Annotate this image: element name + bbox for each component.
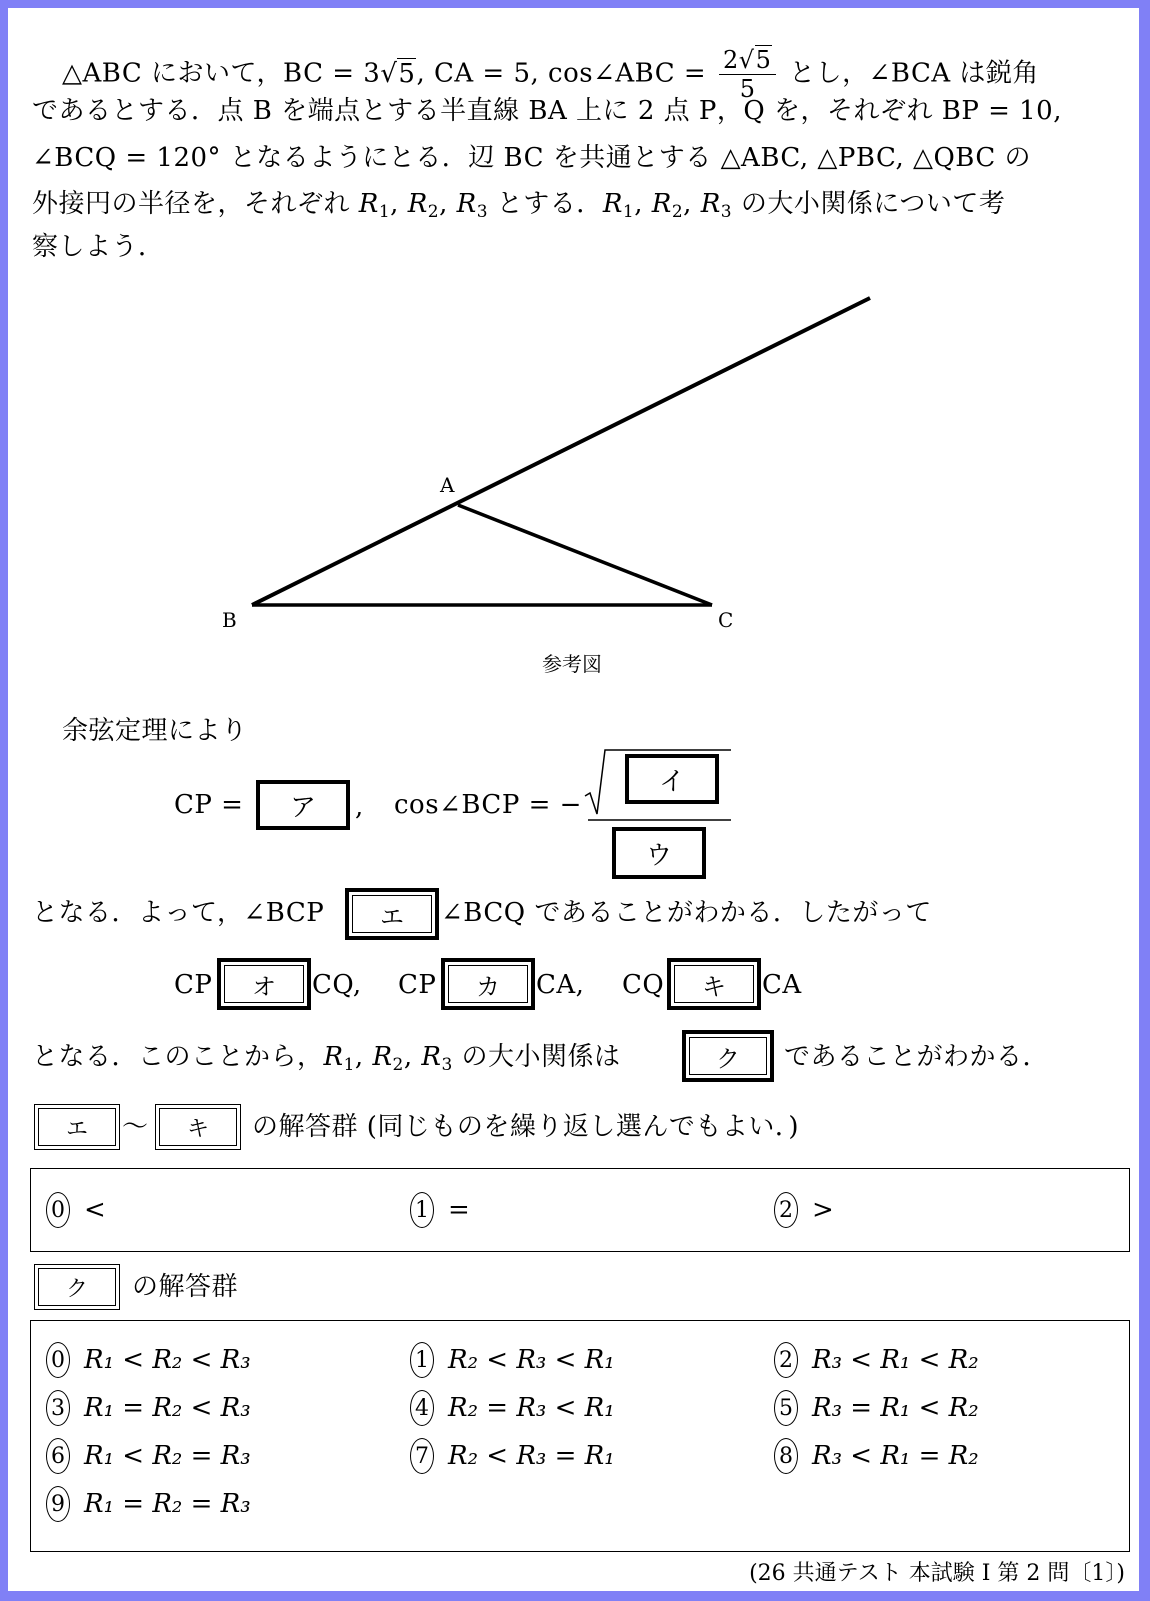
choice-ku-9[interactable] <box>46 1486 251 1522</box>
sqrt-5: √5 <box>380 58 416 89</box>
blank-label: カ <box>448 965 528 1003</box>
choice-eki-0[interactable] <box>46 1192 106 1228</box>
comma: , <box>683 189 701 219</box>
cp-text-2: CP <box>398 970 437 1000</box>
choice-number-oval: 0 <box>46 1192 70 1228</box>
blank-ku[interactable] <box>682 1030 774 1082</box>
subscript: 3 <box>476 202 489 222</box>
header-blank-e <box>34 1104 120 1150</box>
subscript: 2 <box>392 1055 404 1075</box>
subscript: 1 <box>378 202 391 222</box>
deduction-line-1a: となる．よって，∠BCP <box>32 898 325 928</box>
choice-ku-0[interactable] <box>46 1342 251 1378</box>
subscript: 3 <box>441 1055 453 1075</box>
problem-line-2: であるとする．点 B を端点とする半直線 BA 上に 2 点 P，Q を，それぞれ BP = 10, <box>32 96 1062 126</box>
choice-text: R₃ < R₁ = R₂ <box>812 1441 979 1471</box>
figure-caption: 参考図 <box>542 652 602 676</box>
choice-number-oval: 9 <box>46 1486 70 1522</box>
blank-label: オ <box>224 965 304 1003</box>
blank-ki[interactable] <box>667 958 761 1010</box>
blank-a[interactable] <box>256 780 350 830</box>
choice-ku-7[interactable] <box>410 1438 615 1474</box>
problem-page <box>8 8 1139 1591</box>
comma: , <box>390 189 408 219</box>
choice-number-oval: 7 <box>410 1438 434 1474</box>
radicand: 5 <box>755 46 772 74</box>
label-b: B <box>222 608 237 632</box>
blank-label: ク <box>38 1268 116 1306</box>
fraction-denominator: 5 <box>739 75 756 103</box>
fraction-numerator: 2√5 <box>719 48 776 75</box>
choice-text: R₃ = R₁ < R₂ <box>812 1393 979 1423</box>
choice-text: > <box>812 1195 834 1225</box>
choice-text: R₁ < R₂ < R₃ <box>84 1345 251 1375</box>
label-a: A <box>440 473 455 497</box>
cp-text-1: CP <box>174 970 213 1000</box>
choice-number-oval: 2 <box>774 1342 798 1378</box>
var-r: R <box>372 1042 393 1072</box>
choice-text: R₁ = R₂ = R₃ <box>84 1489 251 1519</box>
deduction-line-1b: ∠BCQ であることがわかる．したがって <box>441 898 932 928</box>
choice-ku-5[interactable] <box>774 1390 979 1426</box>
var-r: R <box>323 1042 344 1072</box>
blank-label: キ <box>159 1108 237 1146</box>
choice-eki-1[interactable] <box>410 1192 470 1228</box>
choice-number-oval: 8 <box>774 1438 798 1474</box>
choice-ku-6[interactable] <box>46 1438 251 1474</box>
text-segment: となる．このことから， <box>32 1042 324 1072</box>
ray-ba <box>252 298 870 605</box>
comma: , <box>439 189 457 219</box>
subscript: 2 <box>671 202 684 222</box>
deduction-line-3 <box>32 1042 621 1075</box>
choice-number-oval: 2 <box>774 1192 798 1228</box>
choice-number-oval: 1 <box>410 1342 434 1378</box>
radicand: 5 <box>398 58 416 89</box>
var-r: R <box>456 189 477 219</box>
blank-o[interactable] <box>217 958 311 1010</box>
problem-line-3: ∠BCQ = 120° となるようにとる．辺 BC を共通とする △ABC, △PBC, △QBC の <box>32 143 1032 173</box>
text-segment: , CA = 5, cos∠ABC = <box>416 58 715 89</box>
cq-text-1: CQ, <box>312 970 362 1000</box>
choice-text: R₂ < R₃ < R₁ <box>448 1345 615 1375</box>
coef: 2 <box>722 46 739 74</box>
answer-group-1-header: の解答群 (同じものを繰り返し選んでもよい．) <box>252 1112 800 1142</box>
cosine-law-intro: 余弦定理により <box>62 716 248 746</box>
text-segment: の大小関係は <box>452 1042 621 1072</box>
blank-label: エ <box>38 1108 116 1146</box>
choice-eki-2[interactable] <box>774 1192 834 1228</box>
label-c: C <box>718 608 734 632</box>
var-r: R <box>407 189 428 219</box>
choice-number-oval: 5 <box>774 1390 798 1426</box>
choice-ku-8[interactable] <box>774 1438 979 1474</box>
subscript: 1 <box>343 1055 355 1075</box>
blank-label: イ <box>658 766 685 797</box>
choice-text: = <box>448 1195 470 1225</box>
cp-label: CP = <box>174 790 244 820</box>
cq-text-2: CQ <box>622 970 665 1000</box>
comma: , <box>403 1042 422 1072</box>
blank-label: ア <box>289 792 316 823</box>
ca-text-1: CA, <box>536 970 585 1000</box>
choice-number-oval: 6 <box>46 1438 70 1474</box>
subscript: 3 <box>720 202 733 222</box>
var-r: R <box>700 189 721 219</box>
comma: , <box>354 1042 373 1072</box>
answer-group-1-box <box>30 1168 1130 1252</box>
choice-text: R₁ < R₂ = R₃ <box>84 1441 251 1471</box>
blank-u[interactable] <box>612 827 706 879</box>
text-segment: 外接円の半径を，それぞれ <box>32 189 359 219</box>
header-blank-ku <box>34 1264 120 1310</box>
blank-e[interactable] <box>345 888 439 940</box>
choice-text: R₂ < R₃ = R₁ <box>448 1441 615 1471</box>
comma: , <box>634 189 652 219</box>
blank-ka[interactable] <box>441 958 535 1010</box>
problem-line-5: 察しよう． <box>32 232 165 262</box>
tilde: 〜 <box>122 1112 149 1142</box>
text-segment: とし，∠BCA は鋭角 <box>780 58 1039 89</box>
blank-i[interactable] <box>625 754 719 804</box>
choice-number-oval: 0 <box>46 1342 70 1378</box>
source-footer: (26 共通テスト 本試験 I 第 2 問〔1〕) <box>749 1561 1125 1586</box>
choice-text: R₂ = R₃ < R₁ <box>448 1393 615 1423</box>
choice-ku-1[interactable] <box>410 1342 615 1378</box>
choice-number-oval: 1 <box>410 1192 434 1228</box>
subscript: 1 <box>622 202 635 222</box>
cos-bcp-label: cos∠BCP = − <box>394 790 582 820</box>
blank-label: エ <box>352 895 432 933</box>
subscript: 2 <box>427 202 440 222</box>
blank-label: ク <box>689 1037 767 1075</box>
blank-label: キ <box>674 965 754 1003</box>
segment-ac <box>458 505 712 605</box>
var-r: R <box>651 189 672 219</box>
text-segment: の大小関係について考 <box>732 189 1006 219</box>
choice-text: R₃ < R₁ < R₂ <box>812 1345 979 1375</box>
var-r: R <box>602 189 623 219</box>
var-r: R <box>358 189 379 219</box>
choice-ku-4[interactable] <box>410 1390 615 1426</box>
ca-text-2: CA <box>762 970 802 1000</box>
deduction-line-3c: であることがわかる． <box>784 1042 1050 1072</box>
choice-text: R₁ = R₂ < R₃ <box>84 1393 251 1423</box>
choice-number-oval: 3 <box>46 1390 70 1426</box>
blank-label: ウ <box>645 840 672 871</box>
choice-ku-3[interactable] <box>46 1390 251 1426</box>
var-r: R <box>421 1042 442 1072</box>
header-blank-ki <box>155 1104 241 1150</box>
comma: , <box>355 792 364 822</box>
choice-number-oval: 4 <box>410 1390 434 1426</box>
answer-group-2-header: の解答群 <box>132 1272 239 1302</box>
choice-ku-2[interactable] <box>774 1342 979 1378</box>
choice-text: < <box>84 1195 106 1225</box>
text-segment: とする． <box>488 189 603 219</box>
reference-figure <box>8 8 1139 688</box>
text-segment: △ABC において，BC = 3 <box>62 58 381 89</box>
